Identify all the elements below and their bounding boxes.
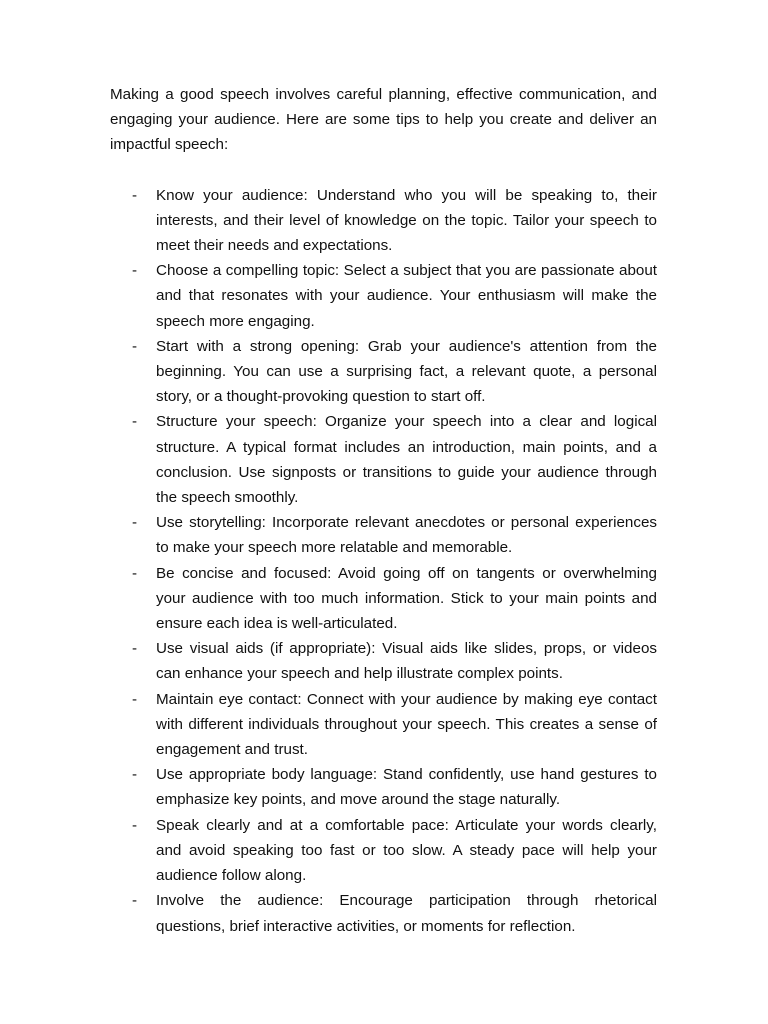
tip-text: Speak clearly and at a comfortable pace: Articulate your words clearly, and avoid speaking too fast or too slow. A steady pace will help your audience follow along. xyxy=(156,816,657,885)
bullet-dash: - xyxy=(132,892,138,910)
tip-item xyxy=(110,687,657,763)
tip-item xyxy=(110,888,657,938)
bullet-dash: - xyxy=(132,640,138,658)
bullet-dash: - xyxy=(132,262,138,280)
tip-text: Choose a compelling topic: Select a subject that you are passionate about and that resonates with your audience. Your enthusiasm will make the speech more engaging. xyxy=(156,262,657,330)
tip-text: Be concise and focused: Avoid going off on tangents or overwhelming your audience with too much information. Stick to your main points and ensure each idea is well-articulated. xyxy=(156,564,657,633)
tip-text: Structure your speech: Organize your speech into a clear and logical structure. A typical format includes an introduction, main points, and a conclusion. Use signposts or transitions to guide your audience through the speech smoothly. xyxy=(156,413,657,507)
bullet-dash: - xyxy=(132,186,138,204)
tip-item xyxy=(110,258,657,334)
tip-text: Use appropriate body language: Stand confidently, use hand gestures to emphasize key points, and move around the stage naturally. xyxy=(156,766,657,809)
tip-text: Maintain eye contact: Connect with your audience by making eye contact with different individuals throughout your speech. This creates a sense of engagement and trust. xyxy=(156,690,657,759)
bullet-dash: - xyxy=(132,816,138,834)
tips-list xyxy=(110,183,657,939)
tip-item xyxy=(110,813,657,889)
tip-item xyxy=(110,334,657,410)
intro-paragraph: Making a good speech involves careful planning, effective communication, and engaging your audience. Here are some tips to help you create and deliver an impactful speech: xyxy=(110,86,657,154)
tip-text: Use storytelling: Incorporate relevant anecdotes or personal experiences to make your speech more relatable and memorable. xyxy=(156,514,657,557)
bullet-dash: - xyxy=(132,690,138,708)
tip-item xyxy=(110,561,657,637)
bullet-dash: - xyxy=(132,564,138,582)
bullet-dash: - xyxy=(132,766,138,784)
tip-text: Use visual aids (if appropriate): Visual aids like slides, props, or videos can enhance your speech and help illustrate complex points. xyxy=(156,640,657,683)
tip-item xyxy=(110,409,657,510)
document-page xyxy=(110,82,657,939)
tip-item xyxy=(110,762,657,812)
bullet-dash: - xyxy=(132,337,138,355)
tip-item xyxy=(110,510,657,560)
bullet-dash: - xyxy=(132,514,138,532)
tip-item xyxy=(110,183,657,259)
tip-text: Start with a strong opening: Grab your audience's attention from the beginning. You can use a surprising fact, a relevant quote, a personal story, or a thought-provoking question to start off. xyxy=(156,337,657,406)
tip-item xyxy=(110,636,657,686)
tip-text: Know your audience: Understand who you will be speaking to, their interests, and their level of knowledge on the topic. Tailor your speech to meet their needs and expectations. xyxy=(156,186,657,255)
bullet-dash: - xyxy=(132,413,138,431)
tip-text: Involve the audience: Encourage participation through rhetorical questions, brief interactive activities, or moments for reflection. xyxy=(156,892,657,935)
